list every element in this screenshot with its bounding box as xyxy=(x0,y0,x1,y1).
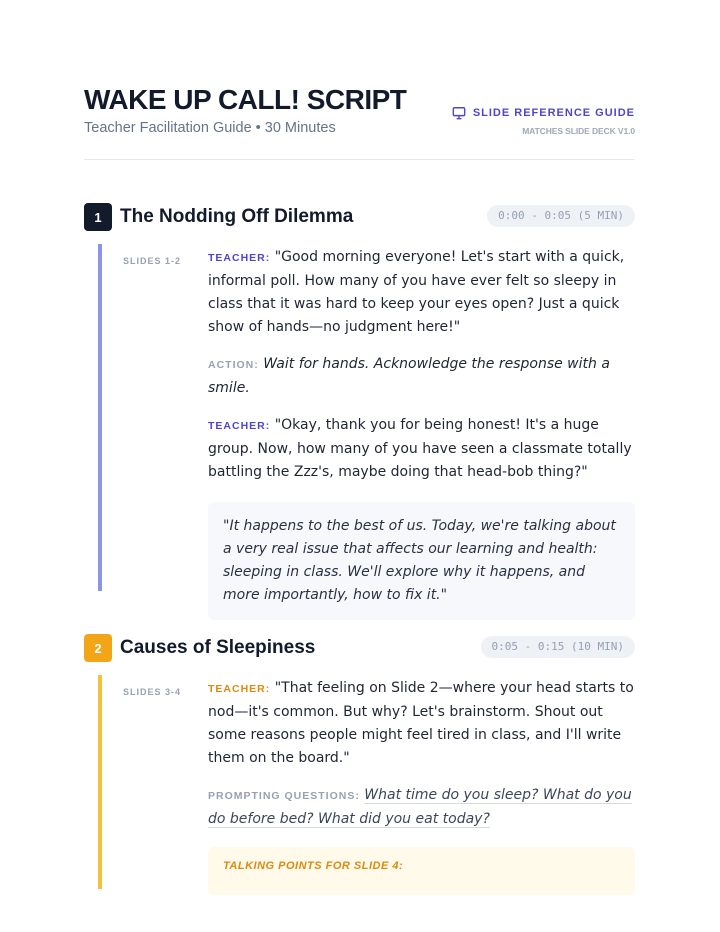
action-text: Wait for hands. Acknowledge the response with a smile. xyxy=(208,356,610,396)
teacher-text: "Good morning everyone! Let's start with a quick, informal poll. How many of you have ever felt so sleepy in class that it was hard to keep your eyes open? Just a quick show of hands—no judgment here!" xyxy=(208,249,625,335)
script-quote: "It happens to the best of us. Today, we're talking about a very real issue that affects our learning and health: sleeping in class. We'll explore why it happens, and more importantly, how to fix it." xyxy=(208,502,635,620)
action-tag: ACTION: xyxy=(208,359,259,371)
slide-reference-label[interactable]: SLIDE REFERENCE GUIDE xyxy=(472,107,635,119)
section-1-header xyxy=(84,202,635,232)
section-title: Causes of Sleepiness xyxy=(120,637,316,658)
section-2-body xyxy=(98,675,635,889)
section-2-header xyxy=(84,633,635,663)
slide-deck-version: MATCHES SLIDE DECK V1.0 xyxy=(522,126,635,136)
talking-points-label: TALKING POINTS FOR SLIDE 4: xyxy=(223,860,404,872)
section-1 xyxy=(84,202,635,603)
time-badge: 0:05 - 0:15 (10 MIN) xyxy=(481,636,635,658)
teacher-tag: TEACHER: xyxy=(208,420,271,432)
section-title: The Nodding Off Dilemma xyxy=(120,206,354,227)
section-2 xyxy=(84,633,635,872)
section-number-badge: 2 xyxy=(84,634,112,662)
page-subtitle: Teacher Facilitation Guide • 30 Minutes xyxy=(84,120,336,136)
time-badge: 0:00 - 0:05 (5 MIN) xyxy=(487,205,635,227)
prompting-tag: PROMPTING QUESTIONS: xyxy=(208,790,360,802)
slide-reference xyxy=(452,106,635,136)
page-header xyxy=(84,84,635,160)
section-1-body xyxy=(98,244,635,603)
teacher-line xyxy=(208,677,635,770)
teacher-line xyxy=(208,246,635,339)
monitor-icon xyxy=(452,106,466,120)
teacher-tag: TEACHER: xyxy=(208,252,271,264)
script-content xyxy=(208,244,635,620)
teacher-tag: TEACHER: xyxy=(208,683,271,695)
prompting-text: What time do you sleep? What do you do before bed? What did you eat today? xyxy=(208,787,632,827)
action-line xyxy=(208,353,635,400)
script-content xyxy=(208,675,635,895)
slides-label: SLIDES 1-2 xyxy=(123,256,182,266)
teacher-line xyxy=(208,414,635,484)
slides-label: SLIDES 3-4 xyxy=(123,687,182,697)
section-number-badge: 1 xyxy=(84,203,112,231)
teacher-text: "Okay, thank you for being honest! It's a huge group. Now, how many of you have seen a classmate totally battling the Zzz's, maybe doing that head-bob thing?" xyxy=(208,417,632,480)
prompting-questions xyxy=(208,784,635,831)
talking-points-box xyxy=(208,847,635,895)
teacher-text: "That feeling on Slide 2—where your head starts to nod—it's common. But why? Let's brainstorm. Shout out some reasons people might feel tired in class, and I'll write them on the board." xyxy=(208,680,634,766)
page-title: WAKE UP CALL! SCRIPT xyxy=(84,84,407,115)
